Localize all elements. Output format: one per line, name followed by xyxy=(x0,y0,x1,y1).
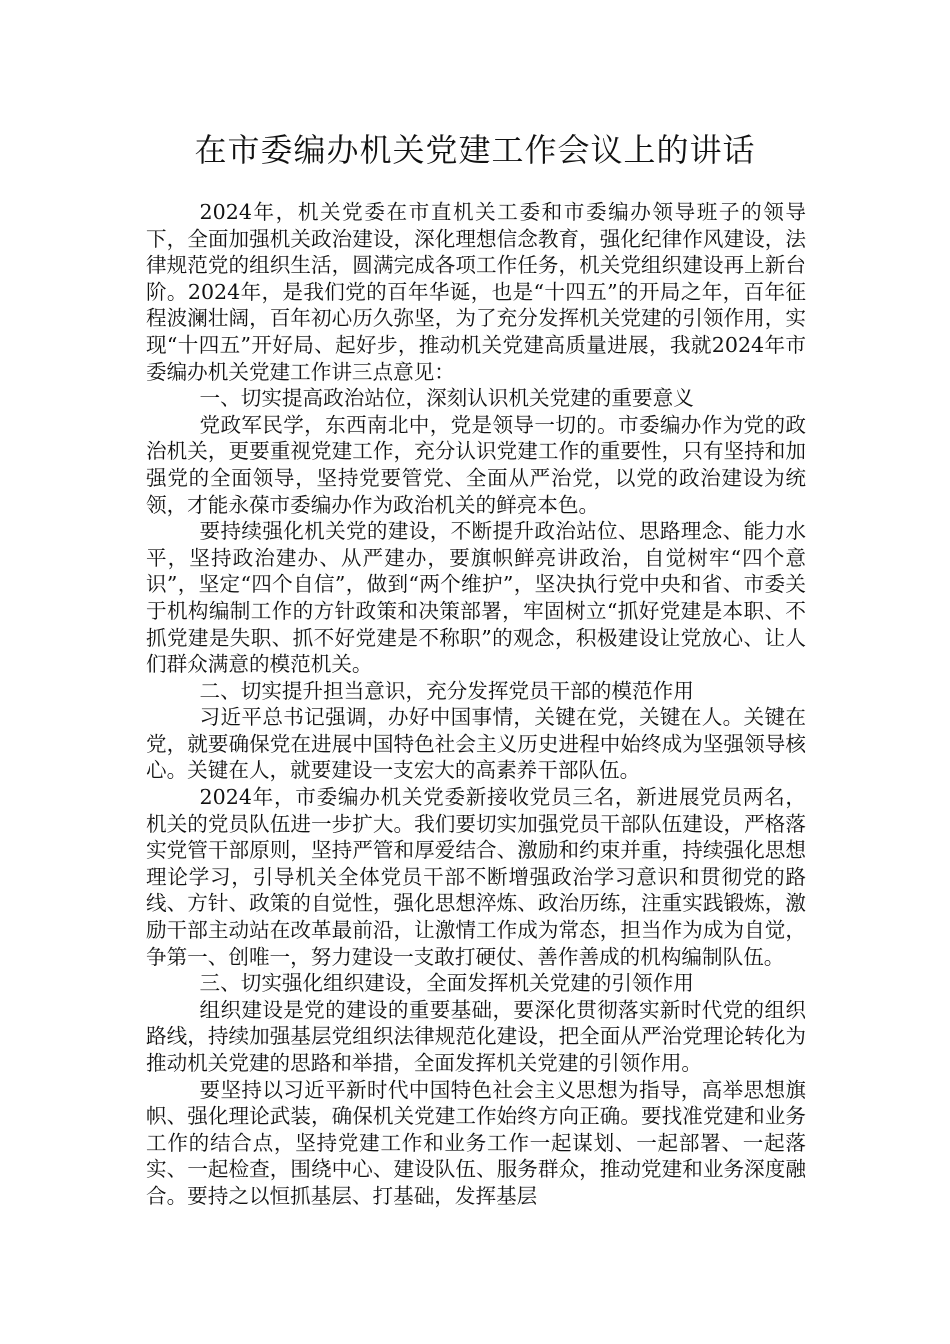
paragraph: 组织建设是党的建设的重要基础，要深化贯彻落实新时代党的组织路线，持续加强基层党组织法律规范化建设，把全面从严治党理论转化为推动机关党建的思路和举措，全面发挥机关党建的引领作用。 xyxy=(146,997,806,1075)
section-heading-1: 一、切实提高政治站位，深刻认识机关党建的重要意义 xyxy=(199,386,694,411)
paragraph-intro: 2024年，机关党委在市直机关工委和市委编办领导班子的领导下，全面加强机关政治建设，深化理想信念教育，强化纪律作风建设，法律规范党的组织生活，圆满完成各项工作任务，机关党组织建设再上新台阶。2024年，是我们党的百年华诞，也是“十四五”的开局之年，百年征程波澜壮阔，百年初心历久弥坚，为了充分发挥机关党建的引领作用，实现“十四五”开好局、起好步，推动机关党建高质量进展，我就2024年市委编办机关党建工作讲三点意见： xyxy=(146,200,806,384)
section-heading-3: 三、切实强化组织建设，全面发挥机关党建的引领作用 xyxy=(199,971,694,996)
paragraph: 习近平总书记强调，办好中国事情，关键在党，关键在人。关键在党，就要确保党在进展中国特色社会主义历史进程中始终成为坚强领导核心。关键在人，就要建设一支宏大的高素养干部队伍。 xyxy=(146,705,806,783)
page-title: 在市委编办机关党建工作会议上的讲话 xyxy=(194,131,756,169)
section-heading-2: 二、切实提升担当意识，充分发挥党员干部的模范作用 xyxy=(199,678,694,703)
paragraph: 要坚持以习近平新时代中国特色社会主义思想为指导，高举思想旗帜、强化理论武装，确保机关党建工作始终方向正确。要找准党建和业务工作的结合点，坚持党建工作和业务工作一起谋划、一起部署、一起落实、一起检查，围绕中心、建设队伍、服务群众，推动党建和业务深度融合。要持之以恒抓基层、打基础，发挥基层 xyxy=(146,1077,806,1208)
document-body xyxy=(146,199,806,1210)
paragraph: 2024年，市委编办机关党委新接收党员三名，新进展党员两名，机关的党员队伍进一步扩大。我们要切实加强党员干部队伍建设，严格落实党管干部原则，坚持严管和厚爱结合、激励和约束并重，持续强化思想理论学习，引导机关全体党员干部不断增强政治学习意识和贯彻党的路线、方针、政策的自觉性，强化思想淬炼、政治历练，注重实践锻炼，激励干部主动站在改革最前沿，让激情工作成为常态，担当作为成为自觉，争第一、创唯一，努力建设一支敢打硬仗、善作善成的机构编制队伍。 xyxy=(146,785,806,969)
paragraph: 要持续强化机关党的建设，不断提升政治站位、思路理念、能力水平，坚持政治建办、从严建办，要旗帜鲜亮讲政治，自觉树牢“四个意识”，坚定“四个自信”，做到“两个维护”，坚决执行党中央和省、市委关于机构编制工作的方针政策和决策部署，牢固树立“抓好党建是本职、不抓党建是失职、抓不好党建是不称职”的观念，积极建设让党放心、让人们群众满意的模范机关。 xyxy=(146,519,806,677)
paragraph: 党政军民学，东西南北中，党是领导一切的。市委编办作为党的政治机关，更要重视党建工作，充分认识党建工作的重要性，只有坚持和加强党的全面领导，坚持党要管党、全面从严治党，以党的政治建设为统领，才能永葆市委编办作为政治机关的鲜亮本色。 xyxy=(146,412,806,517)
